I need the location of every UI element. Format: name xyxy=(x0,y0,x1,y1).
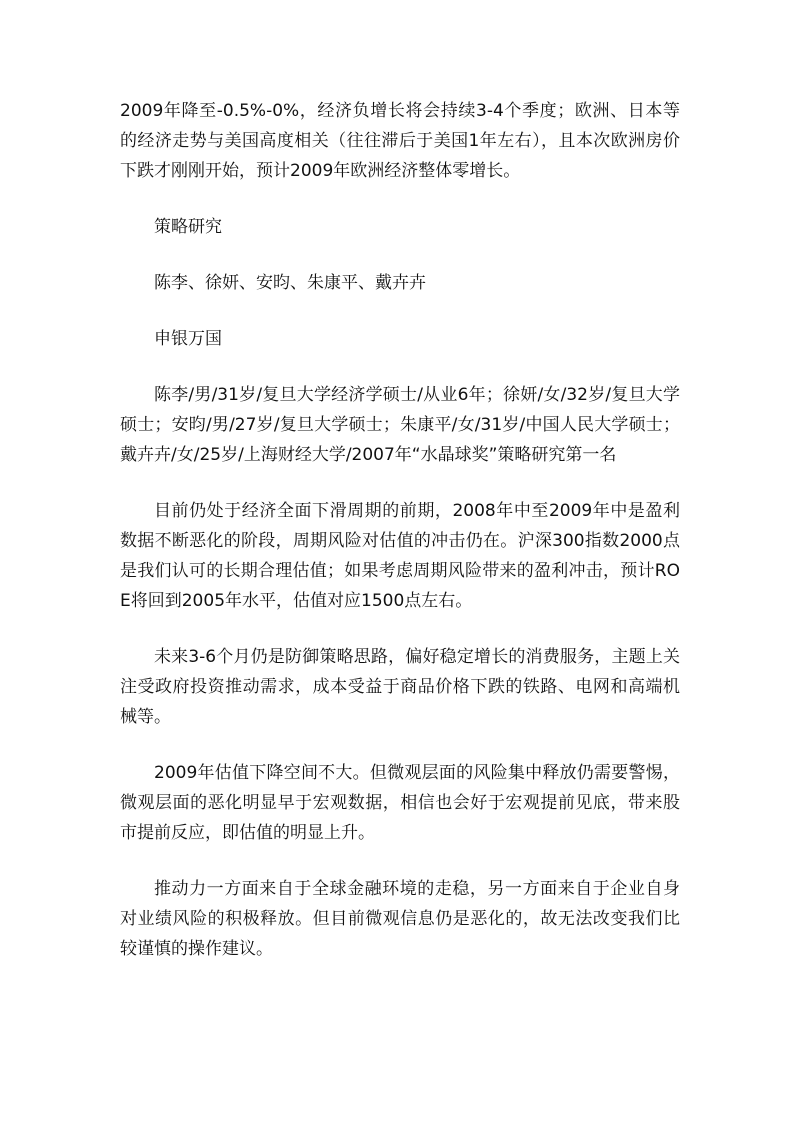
paragraph-valuation: 目前仍处于经济全面下滑周期的前期，2008年中至2009年中是盈利数据不断恶化的阶段，周期风险对估值的冲击仍在。沪深300指数2000点是我们认可的长期合理估值；如果考虑周期风险带来的盈利冲击，预计ROE将回到2005年水平，估值对应1500点左右。 xyxy=(120,501,680,611)
analyst-profiles: 陈李/男/31岁/复旦大学经济学硕士/从业6年；徐妍/女/32岁/复旦大学硕士；安昀/男/27岁/复旦大学硕士；朱康平/女/31岁/中国人民大学硕士；戴卉卉/女/25岁/上海财经大学/2007年“水晶球奖”策略研究第一名 xyxy=(120,385,680,465)
paragraph-economy-outlook: 2009年降至-0.5%-0%，经济负增长将会持续3-4个季度；欧洲、日本等的经济走势与美国高度相关（往往滞后于美国1年左右），且本次欧洲房价下跌才刚刚开始，预计2009年欧洲经济整体零增长。 xyxy=(120,101,680,181)
document-body xyxy=(120,96,680,990)
institution-name: 申银万国 xyxy=(154,329,222,349)
paragraph-drivers: 推动力一方面来自于全球金融环境的走稳，另一方面来自于企业自身对业绩风险的积极释放。但目前微观信息仍是恶化的，故无法改变我们比较谨慎的操作建议。 xyxy=(120,879,680,959)
paragraph-defensive-strategy: 未来3-6个月仍是防御策略思路，偏好稳定增长的消费服务，主题上关注受政府投资推动需求，成本受益于商品价格下跌的铁路、电网和高端机械等。 xyxy=(120,647,680,727)
section-heading-strategy-research: 策略研究 xyxy=(154,217,222,237)
analyst-names: 陈李、徐妍、安昀、朱康平、戴卉卉 xyxy=(154,273,426,293)
paragraph-2009-valuation: 2009年估值下降空间不大。但微观层面的风险集中释放仍需要警惕，微观层面的恶化明显早于宏观数据，相信也会好于宏观提前见底，带来股市提前反应，即估值的明显上升。 xyxy=(120,763,680,843)
